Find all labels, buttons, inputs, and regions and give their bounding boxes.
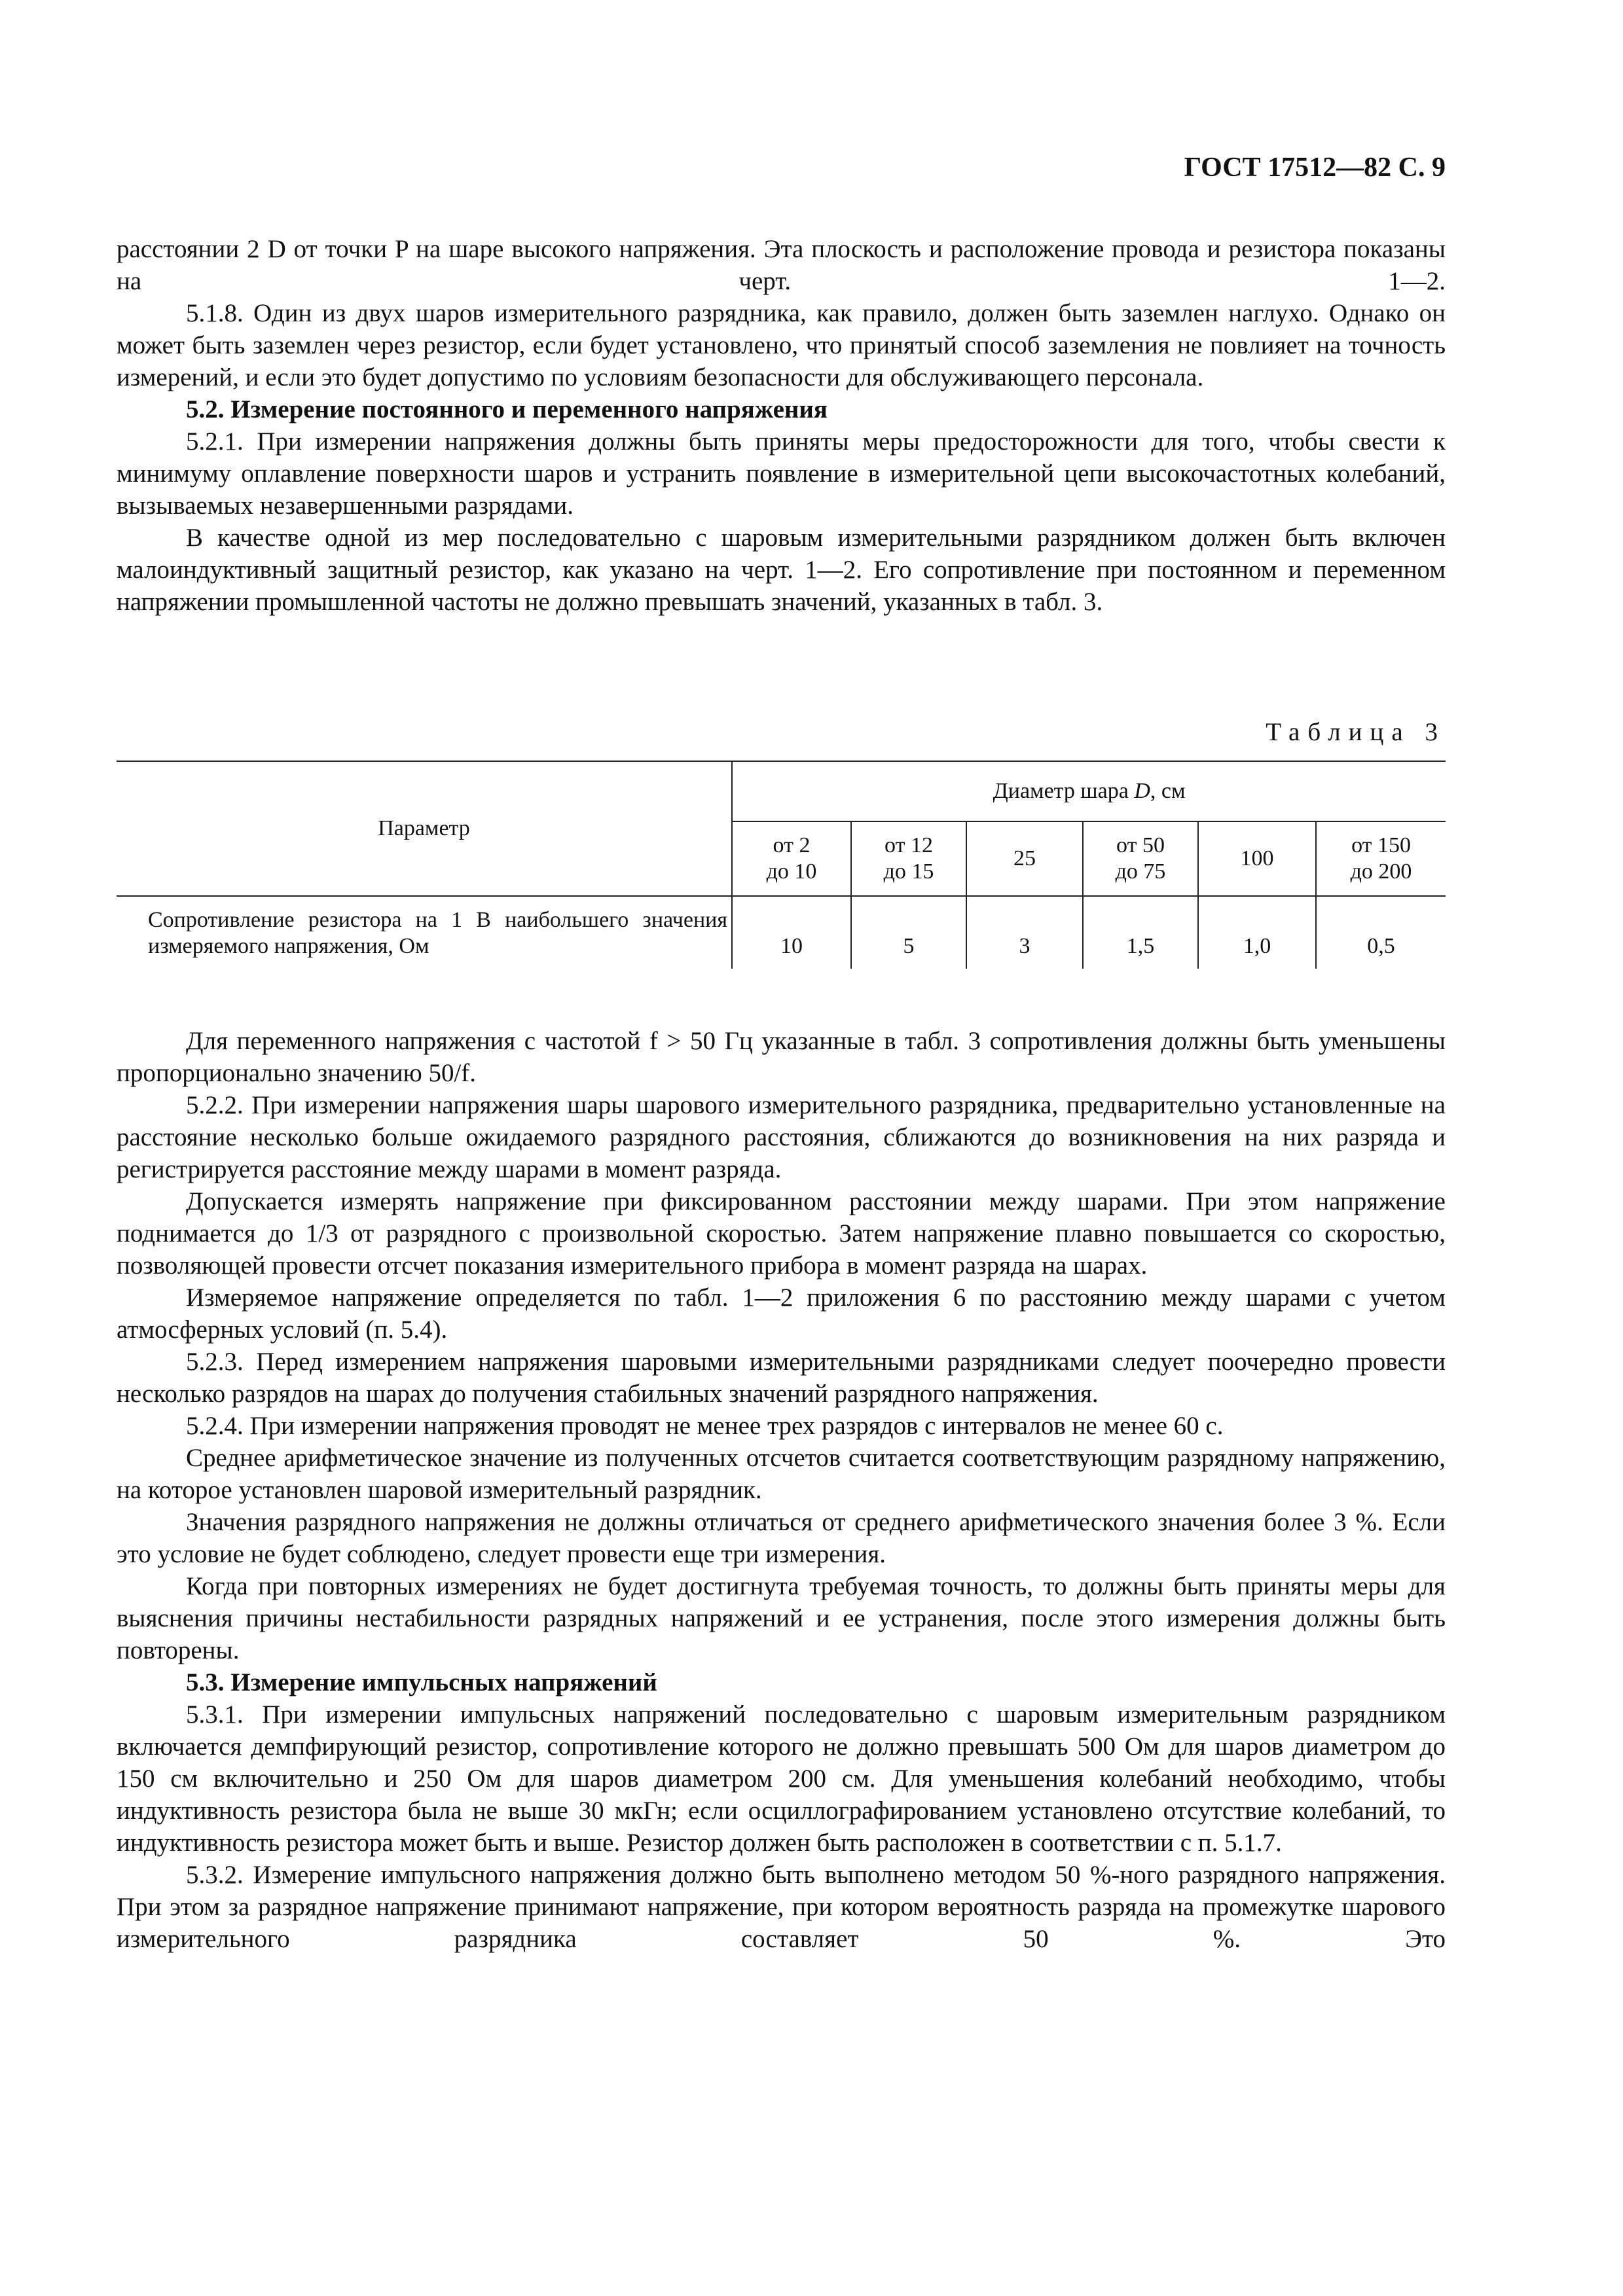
paragraph: Для переменного напряжения с частотой f > 50 Гц указанные в табл. 3 сопротивления должны быть уменьшены пропорционально значению 50/f. [117,1027,1446,1087]
column-header: от 12 до 15 [851,821,966,896]
paragraph: Значения разрядного напряжения не должны отличаться от среднего арифметического значения более 3 %. Если это условие не будет соблюдено, следует провести еще три измерения. [117,1508,1446,1568]
column-header: от 50 до 75 [1083,821,1198,896]
section-heading: 5.2. Измерение постоянного и переменного напряжения [186,395,828,423]
paragraph: 5.2.2. При измерении напряжения шары шарового измерительного разрядника, предварительно установленные на расстояние несколько больше ожидаемого разрядного расстояния, сближаются до возникновения на них разряда и регистрируется расстояние между шарами в момент разряда. [117,1091,1446,1183]
paragraph: Допускается измерять напряжение при фиксированном расстоянии между шарами. При этом напряжение поднимается до 1/3 от разрядного с произвольной скоростью. Затем напряжение плавно повышается со скоростью, позволяющей провести отсчет показания измерительного прибора в момент разряда на шарах. [117,1187,1446,1280]
table-cell: 1,5 [1083,896,1198,969]
paragraph: Измеряемое напряжение определяется по табл. 1—2 приложения 6 по расстоянию между шарами с учетом атмосферных условий (п. 5.4). [117,1283,1446,1344]
paragraph: 5.2.1. При измерении напряжения должны быть приняты меры предосторожности для того, чтобы свести к минимуму оплавление поверхности шаров и устранить появление в измерительной цепи высокочастотных колебаний, вызываемых незавершенными разрядами. [117,427,1446,520]
paragraph: 5.1.8. Один из двух шаров измерительного разрядника, как правило, должен быть заземлен наглухо. Однако он может быть заземлен через резистор, если будет установлено, что принятый способ заземления не повлияет на точность измерений, и если это будет допустимо по условиям безопасности для обслуживающего персонала. [117,299,1446,391]
table-cell: 1,0 [1198,896,1316,969]
diameter-group-header: Диаметр шара D, см [732,761,1446,821]
paragraph: 5.3.2. Измерение импульсного напряжения должно быть выполнено методом 50 %-ного разрядного напряжения. При этом за разрядное напряжение принимают напряжение, при котором вероятность разряда на промежутке шарового измерительного разрядника составляет 50 %. Это [117,1861,1446,1953]
param-header: Параметр [117,761,732,896]
table-cell: 3 [966,896,1083,969]
section-heading: 5.3. Измерение импульсных напряжений [186,1668,657,1696]
paragraph: В качестве одной из мер последовательно с шаровым измерительными разрядником должен быть включен малоиндуктивный защитный резистор, как указано на черт. 1—2. Его сопротивление при постоянном и переменном напряжении промышленной частоты не должно превышать значений, указанных в табл. 3. [117,524,1446,616]
table-caption: Таблица 3 [1266,718,1446,746]
resistor-table [117,761,1446,969]
table-cell: 0,5 [1316,896,1446,969]
paragraph: 5.2.3. Перед измерением напряжения шаровыми измерительными разрядниками следует поочередно провести несколько разрядов на шарах до получения стабильных значений разрядного напряжения. [117,1348,1446,1408]
paragraph: Среднее арифметическое значение из полученных отсчетов считается соответствующим разрядному напряжению, на которое установлен шаровой измерительный разрядник. [117,1444,1446,1504]
table-cell: 5 [851,896,966,969]
paragraph: Когда при повторных измерениях не будет достигнута требуемая точность, то должны быть приняты меры для выяснения причины нестабильности разрядных напряжений и ее устранения, после этого измерения должны быть повторены. [117,1572,1446,1664]
text-block-bottom [117,1025,1446,1955]
table-cell: 10 [732,896,851,969]
row-label: Сопротивление резистора на 1 В наибольшего значения измеряемого напряжения, Ом [148,908,727,958]
paragraph: 5.2.4. При измерении напряжения проводят не менее трех разрядов с интервалов не менее 60 с. [186,1412,1224,1440]
column-header: от 2 до 10 [732,821,851,896]
text-block-top [117,233,1446,618]
column-header: 25 [966,821,1083,896]
page-header: ГОСТ 17512—82 С. 9 [1184,152,1446,183]
column-header: 100 [1198,821,1316,896]
column-header: от 150 до 200 [1316,821,1446,896]
paragraph: 5.3.1. При измерении импульсных напряжений последовательно с шаровым измерительным разрядником включается демпфирующий резистор, сопротивление которого не должно превышать 500 Ом для шаров диаметром до 150 см включительно и 250 Ом для шаров диаметром 200 см. Для уменьшения колебаний необходимо, чтобы индуктивность резистора была не выше 30 мкГн; если осциллографированием установлено отсутствие колебаний, то индуктивность резистора может быть и выше. Резистор должен быть расположен в соответствии с п. 5.1.7. [117,1700,1446,1857]
paragraph: расстоянии 2 D от точки P на шаре высокого напряжения. Эта плоскость и расположение провода и резистора показаны на черт. 1—2. [117,235,1446,295]
